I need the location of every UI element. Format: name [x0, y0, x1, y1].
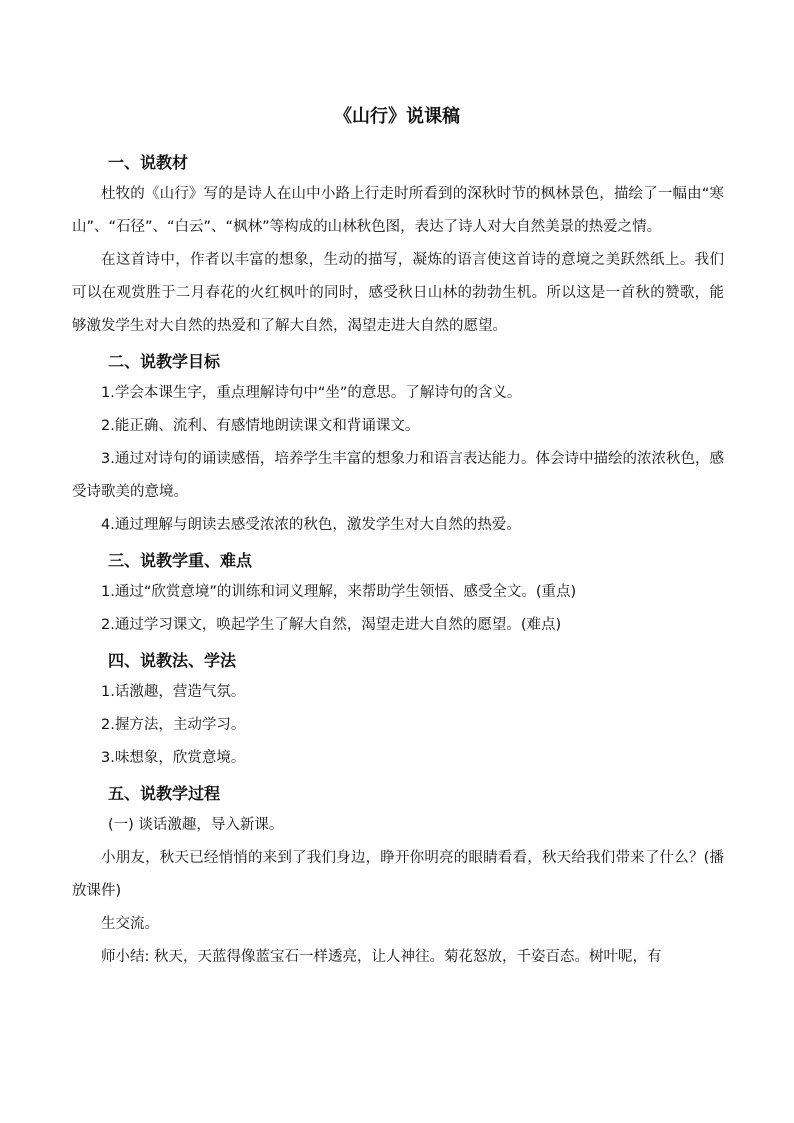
document-body [72, 144, 724, 974]
paragraph: 生交流。 [101, 916, 159, 932]
list-item: 3.通过对诗句的诵读感悟，培养学生丰富的想象力和语言表达能力。体会诗中描绘的浓浓秋色，感受诗歌美的意境。 [72, 451, 724, 500]
paragraph: 小朋友，秋天已经悄悄的来到了我们身边，睁开你明亮的眼睛看看，秋天给我们带来了什么？(播放课件) [72, 850, 724, 899]
list-item: 2.握方法，主动学习。 [101, 717, 246, 733]
section-heading-teaching-process: 五、说教学过程 [108, 784, 221, 803]
section-heading-key-points: 三、说教学重、难点 [108, 551, 253, 570]
paragraph: 在这首诗中，作者以丰富的想象，生动的描写，凝炼的语言使这首诗的意境之美跃然纸上。我们可以在观赏胜于二月春花的火红枫叶的同时，感受秋日山林的勃勃生机。所以这是一首秋的赞歌，能够激发学生对大自然的热爱和了解大自然，渴望走进大自然的愿望。 [72, 252, 724, 334]
document-title: 《山行》说课稿 [334, 106, 460, 127]
paragraph: 杜牧的《山行》写的是诗人在山中小路上行走时所看到的深秋时节的枫林景色，描绘了一幅由“寒山”、“石径”、“白云”、“枫林”等构成的山林秋色图，表达了诗人对大自然美景的热爱之情。 [72, 186, 724, 235]
list-item: 2.能正确、流利、有感情地朗读课文和背诵课文。 [101, 418, 420, 434]
list-item: 1.通过“欣赏意境”的训练和词义理解，来帮助学生领悟、感受全文。(重点) [101, 584, 577, 600]
section-heading-teaching-goals: 二、说教学目标 [108, 352, 221, 371]
list-item: 4.通过理解与朗读去感受浓浓的秋色，激发学生对大自然的热爱。 [101, 517, 521, 533]
list-item: 2.通过学习课文，唤起学生了解大自然，渴望走进大自然的愿望。(难点) [101, 617, 562, 633]
section-heading-methods: 四、说教法、学法 [108, 651, 237, 670]
list-item: 1.话激趣，营造气氛。 [101, 684, 246, 700]
list-item: 3.味想象，欣赏意境。 [101, 750, 246, 766]
subheading: (一) 谈话激趣，导入新课。 [108, 817, 284, 833]
paragraph: 师小结: 秋天，天蓝得像蓝宝石一样透亮，让人神往。菊花怒放，千姿百态。树叶呢，有 [101, 949, 662, 965]
section-heading-teaching-material: 一、说教材 [108, 153, 189, 172]
list-item: 1.学会本课生字，重点理解诗句中“坐”的意思。了解诗句的含义。 [101, 385, 522, 401]
